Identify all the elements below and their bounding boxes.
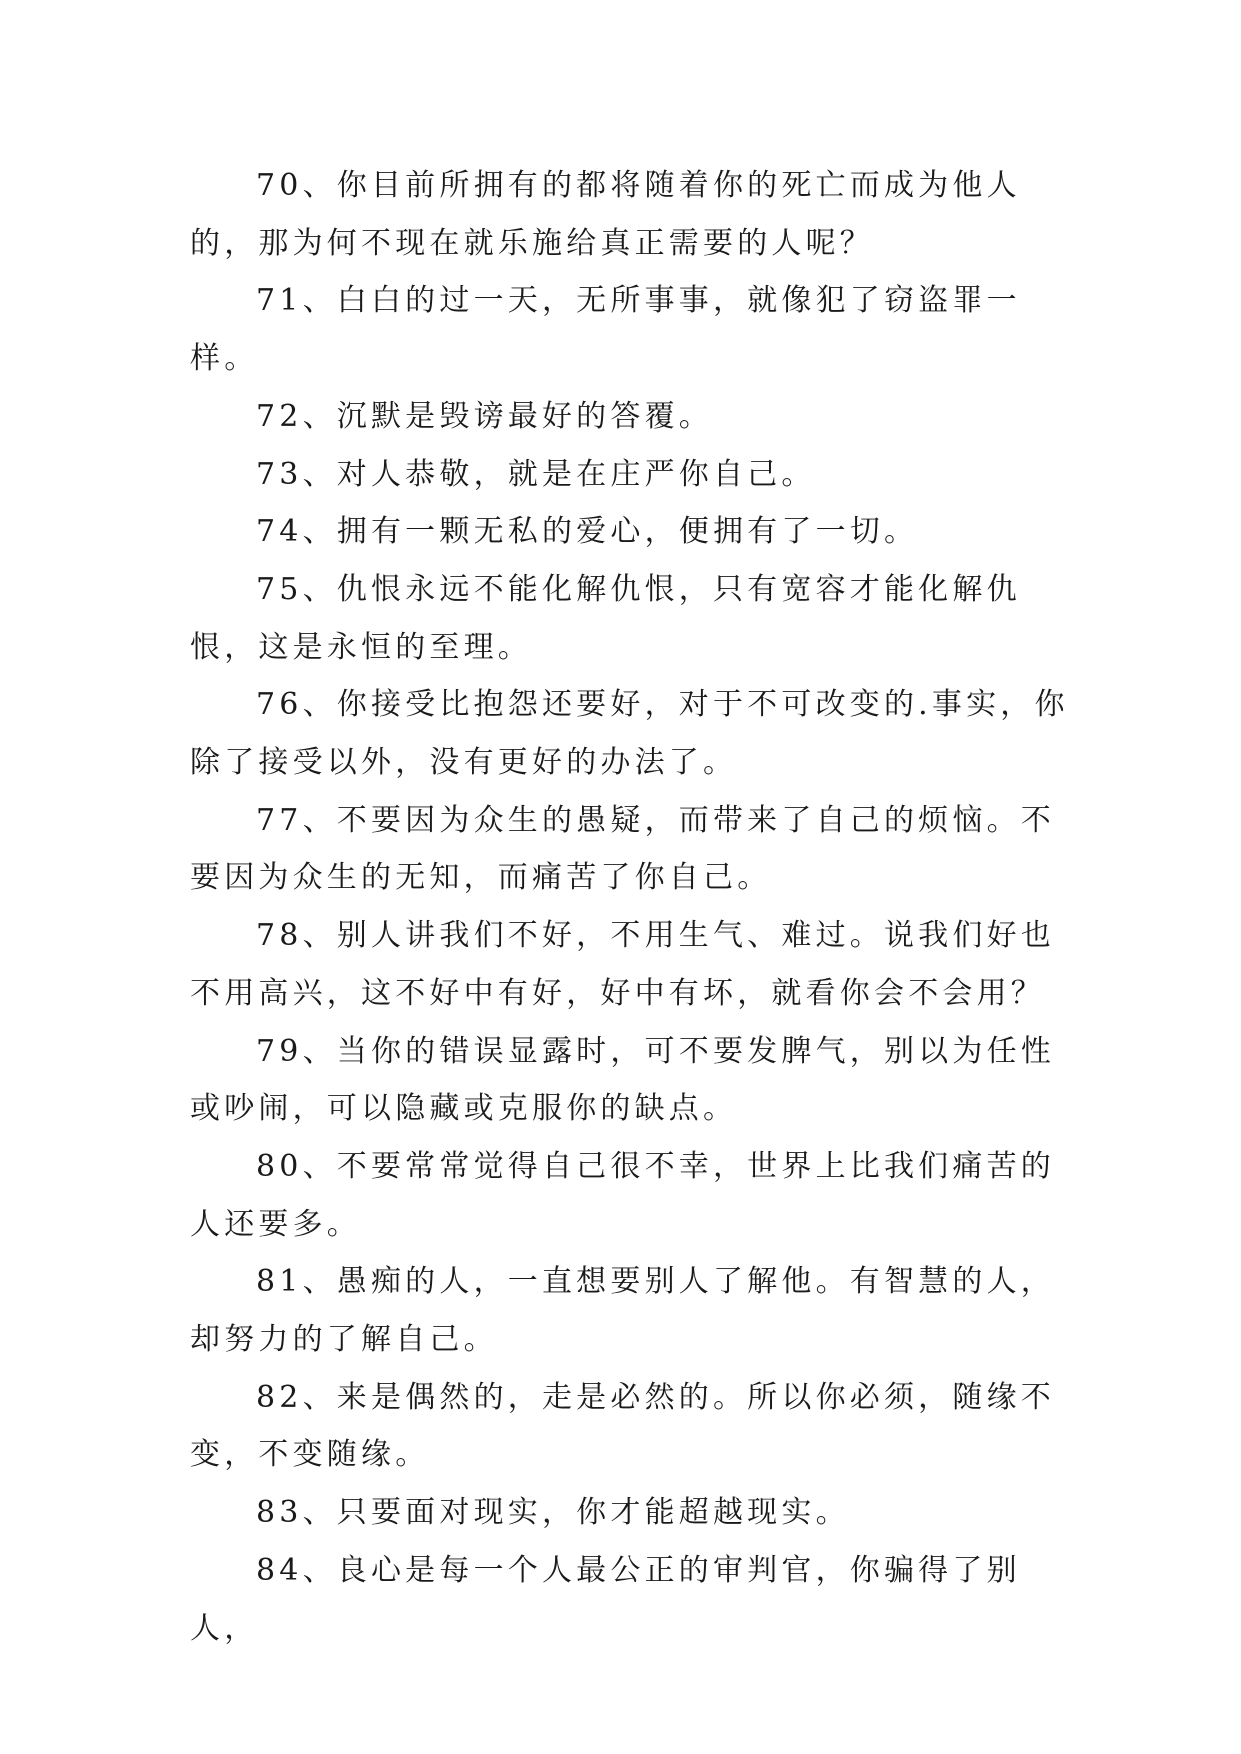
quote-paragraph-81: 81、愚痴的人，一直想要别人了解他。有智慧的人，却努力的了解自己。 — [190, 1264, 1055, 1358]
document-body — [190, 157, 1070, 1657]
quote-paragraph-79: 79、当你的错误显露时，可不要发脾气，别以为任性或吵闹，可以隐藏或克服你的缺点。 — [190, 1033, 1055, 1127]
quote-paragraph-82: 82、来是偶然的，走是必然的。所以你必须，随缘不变，不变随缘。 — [190, 1379, 1055, 1473]
quote-paragraph-70: 70、你目前所拥有的都将随着你的死亡而成为他人的，那为何不现在就乐施给真正需要的人呢？ — [190, 168, 1021, 261]
quote-paragraph-78: 78、别人讲我们不好，不用生气、难过。说我们好也不用高兴，这不好中有好，好中有坏，就看你会不会用？ — [190, 918, 1055, 1011]
quote-paragraph-75: 75、仇恨永远不能化解仇恨，只有宽容才能化解仇恨，这是永恒的至理。 — [190, 571, 1021, 665]
quote-paragraph-80: 80、不要常常觉得自己很不幸，世界上比我们痛苦的人还要多。 — [190, 1148, 1055, 1242]
quote-paragraph-73: 73、对人恭敬，就是在庄严你自己。 — [256, 456, 816, 492]
quote-paragraph-74: 74、拥有一颗无私的爱心，便拥有了一切。 — [256, 514, 919, 550]
quote-paragraph-77: 77、不要因为众生的愚疑，而带来了自己的烦恼。不要因为众生的无知，而痛苦了你自己。 — [190, 802, 1055, 896]
quote-paragraph-71: 71、白白的过一天，无所事事，就像犯了窃盗罪一样。 — [190, 283, 1021, 377]
quote-paragraph-72: 72、沉默是毁谤最好的答覆。 — [256, 398, 713, 434]
quote-paragraph-84: 84、良心是每一个人最公正的审判官，你骗得了别人， — [190, 1552, 1021, 1646]
quote-paragraph-83: 83、只要面对现实，你才能超越现实。 — [256, 1495, 850, 1531]
quote-paragraph-76: 76、你接受比抱怨还要好，对于不可改变的.事实，你除了接受以外，没有更好的办法了。 — [190, 687, 1069, 781]
